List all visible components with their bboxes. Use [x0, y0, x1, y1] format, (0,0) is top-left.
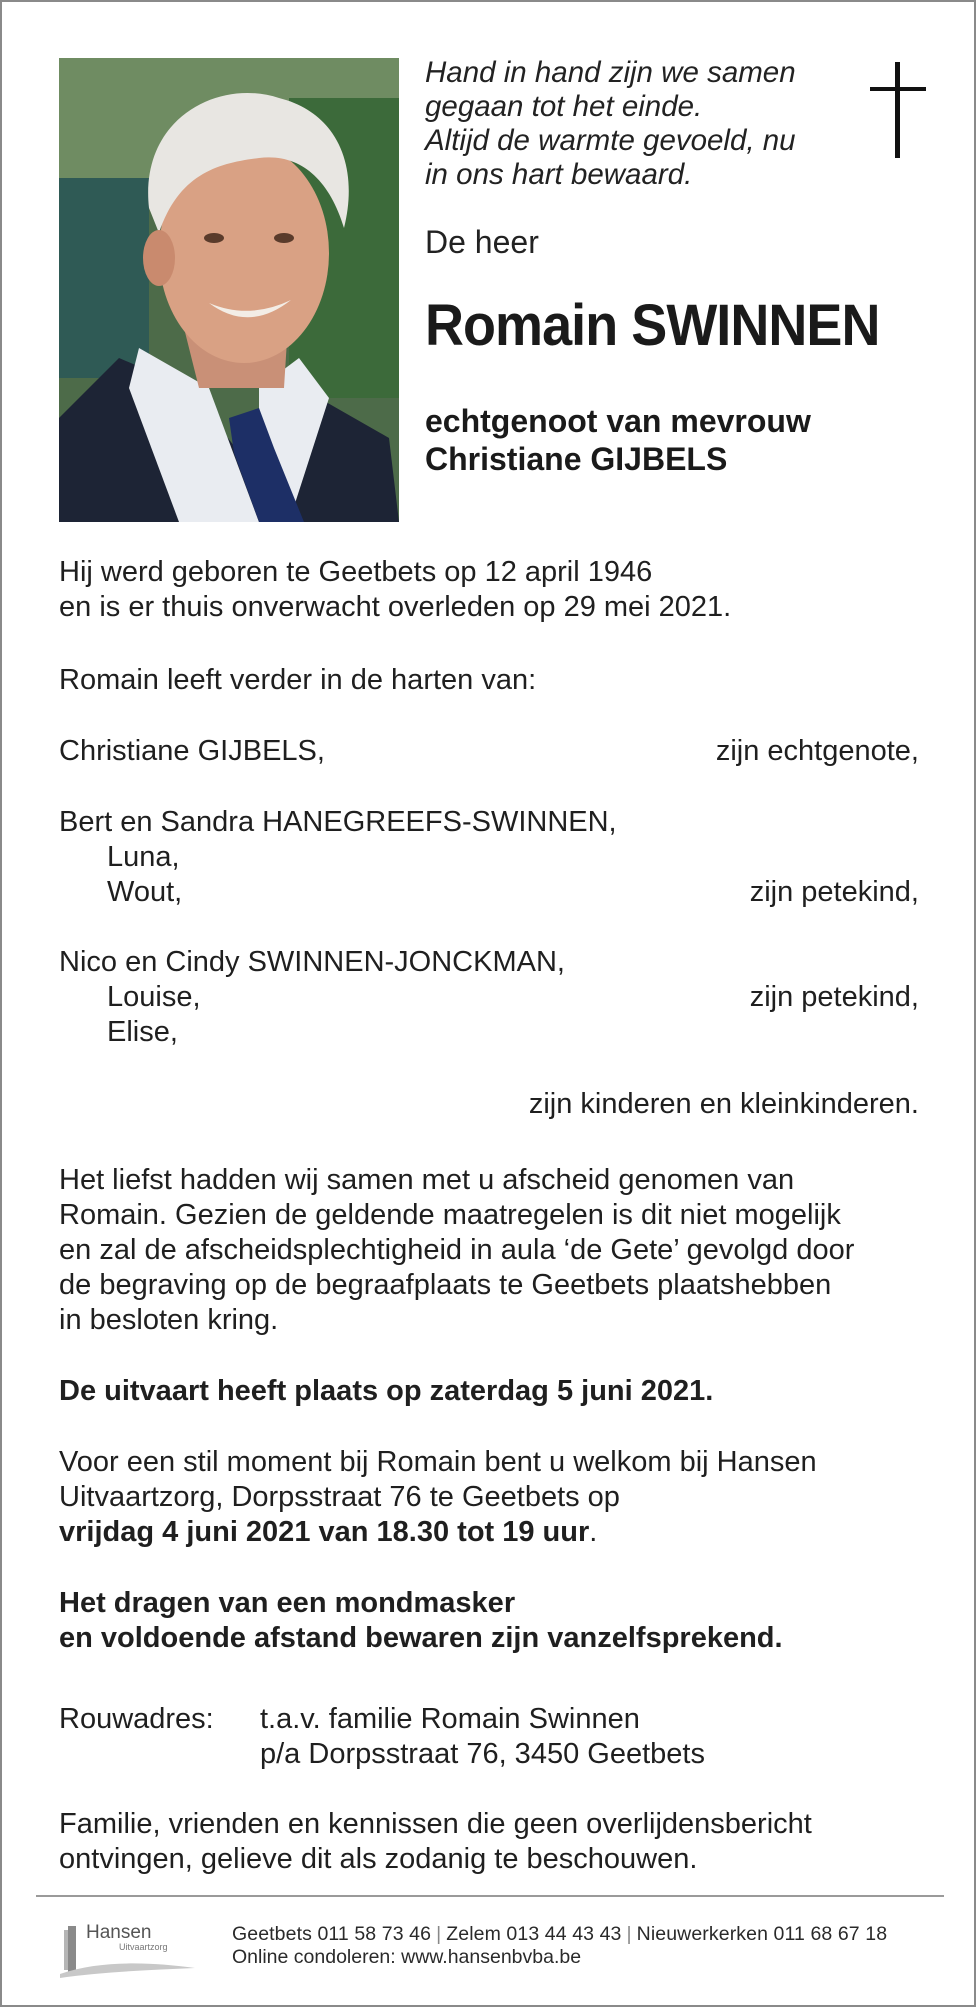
family-row	[59, 805, 919, 840]
separator: |	[436, 1923, 442, 1945]
lives-on-line: Romain leeft verder in de harten van:	[59, 664, 537, 696]
text-line: en is er thuis onverwacht overleden op 29 mei 2021.	[59, 591, 732, 623]
text-line: en zal de afscheidsplechtigheid in aula ‘de Gete’ gevolgd door	[59, 1234, 855, 1266]
text-line: Uitvaartzorg, Dorpsstraat 76 te Geetbets op	[59, 1481, 620, 1513]
cross-icon	[870, 62, 926, 167]
deceased-name: Romain SWINNEN	[425, 293, 880, 358]
phone-geetbets: Geetbets 011 58 73 46	[232, 1923, 432, 1945]
family-row	[59, 945, 919, 980]
funeral-date: De uitvaart heeft plaats op zaterdag 5 juni 2021.	[59, 1375, 714, 1407]
poem	[425, 56, 845, 192]
logo-subtitle: Uitvaartzorg	[119, 1942, 168, 1952]
family-name: Bert en Sandra HANEGREEFS-SWINNEN,	[59, 806, 617, 838]
text-line: t.a.v. familie Romain Swinnen	[260, 1703, 640, 1735]
family-summary: zijn kinderen en kleinkinderen.	[528, 1088, 919, 1120]
text-line: de begraving op de begraafplaats te Geetbets plaatshebben	[59, 1269, 832, 1301]
text-line: Familie, vrienden en kennissen die geen overlijdensbericht	[59, 1808, 812, 1840]
visitation-info	[59, 1445, 939, 1550]
family-role: zijn petekind,	[749, 876, 919, 908]
family-name: Elise,	[107, 1016, 178, 1048]
text-line	[59, 1515, 939, 1550]
phone-nieuwerkerken: Nieuwerkerken 011 68 67 18	[636, 1923, 888, 1945]
text-line: Het dragen van een mondmasker	[59, 1587, 516, 1619]
family-role: zijn echtgenote,	[715, 735, 919, 767]
spouse-line: Christiane GIJBELS	[425, 441, 728, 477]
portrait-photo	[59, 58, 399, 522]
text-line: Het liefst hadden wij samen met u afscheid genomen van	[59, 1164, 795, 1196]
family-name: Luna,	[107, 841, 180, 873]
visitation-end: .	[589, 1516, 598, 1548]
poem-line: gegaan tot het einde.	[425, 90, 703, 123]
closing-note	[59, 1807, 939, 1877]
spouse-line: echtgenoot van mevrouw	[425, 403, 811, 439]
text-line: ontvingen, gelieve dit als zodanig te beschouwen.	[59, 1843, 698, 1875]
family-row	[59, 1015, 919, 1050]
family-name: Wout,	[107, 876, 183, 908]
poem-line: in ons hart bewaard.	[425, 158, 693, 191]
mask-notice	[59, 1586, 783, 1656]
text-line: en voldoende afstand bewaren zijn vanzelfsprekend.	[59, 1622, 783, 1654]
family-row	[59, 875, 919, 910]
text-line: Hij werd geboren te Geetbets op 12 april 1946	[59, 556, 653, 588]
text-line: in besloten kring.	[59, 1304, 279, 1336]
family-name: Louise,	[107, 981, 201, 1013]
text-line: Romain. Gezien de geldende maatregelen is dit niet mogelijk	[59, 1199, 841, 1231]
logo-name: Hansen	[86, 1922, 152, 1943]
separator: |	[626, 1923, 632, 1945]
address-label: Rouwadres:	[59, 1703, 214, 1735]
family-row	[59, 1087, 919, 1122]
text-line: p/a Dorpsstraat 76, 3450 Geetbets	[260, 1738, 705, 1770]
spouse-info	[425, 402, 905, 478]
mourning-address	[260, 1702, 705, 1772]
salutation: De heer	[425, 224, 539, 260]
text-line: Voor een stil moment bij Romain bent u welkom bij Hansen	[59, 1446, 817, 1478]
birth-death-info	[59, 555, 919, 625]
family-role: zijn petekind,	[749, 981, 919, 1013]
farewell-paragraph	[59, 1163, 939, 1338]
poem-line: Hand in hand zijn we samen	[425, 56, 796, 89]
footer-phones	[232, 1923, 887, 1946]
phone-zelem: Zelem 013 44 43 43	[446, 1923, 622, 1945]
divider	[36, 1895, 944, 1897]
family-name: Christiane GIJBELS,	[59, 735, 325, 767]
family-row	[59, 980, 919, 1015]
visitation-time: vrijdag 4 juni 2021 van 18.30 tot 19 uur	[59, 1516, 590, 1548]
online-condolence-link[interactable]: Online condoleren: www.hansenbvba.be	[232, 1946, 582, 1968]
family-row	[59, 840, 919, 875]
family-name: Nico en Cindy SWINNEN-JONCKMAN,	[59, 946, 565, 978]
poem-line: Altijd de warmte gevoeld, nu	[425, 124, 796, 157]
family-row	[59, 734, 919, 769]
